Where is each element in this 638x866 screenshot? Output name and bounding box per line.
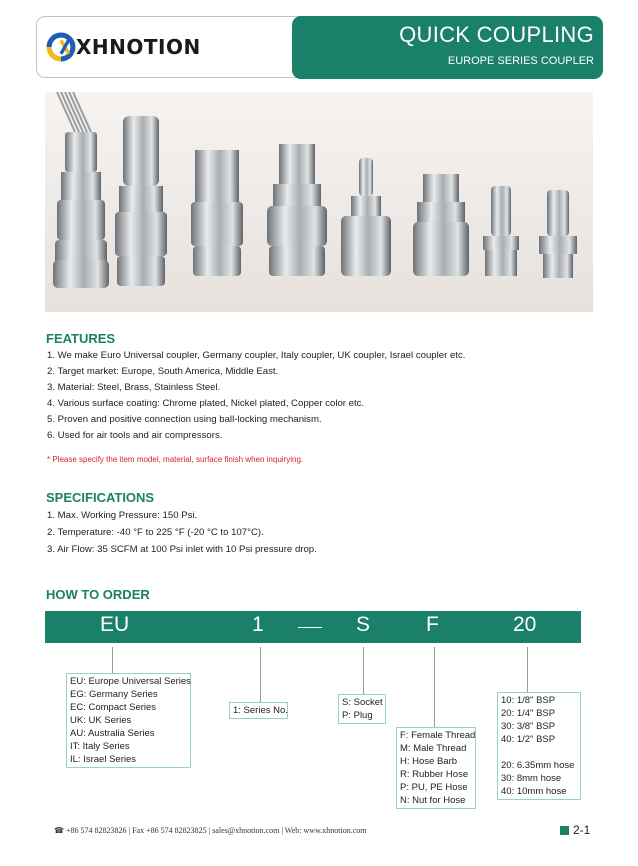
features-list — [47, 348, 465, 444]
brand-name: XHNOTION — [76, 35, 201, 59]
option-line: 40: 1/2" BSP — [501, 734, 556, 745]
order-code-dash — [298, 627, 322, 628]
feature-item: 3. Material: Steel, Brass, Stainless Steel. — [47, 382, 221, 393]
option-line: P: Plug — [342, 710, 373, 721]
feature-item: 4. Various surface coating: Chrome plated, Nickel plated, Copper color etc. — [47, 398, 365, 409]
option-line: EG: Germany Series — [70, 689, 158, 700]
connector-line — [527, 647, 528, 692]
order-code-series: EU — [100, 613, 130, 636]
type-options — [338, 694, 386, 724]
order-code-series-no: 1 — [252, 613, 264, 636]
feature-item: 1. We make Euro Universal coupler, Germany coupler, Italy coupler, UK coupler, Israel coupler etc. — [47, 350, 466, 361]
option-line: 20: 1/4" BSP — [501, 708, 556, 719]
option-line: S: Socket — [342, 697, 383, 708]
connector-line — [434, 647, 435, 727]
option-line: IL: Israel Series — [70, 754, 136, 765]
end-options — [396, 727, 476, 809]
series-no-options — [229, 702, 288, 719]
option-line: 1: Series No. — [233, 705, 288, 716]
how-to-order-heading: HOW TO ORDER — [46, 587, 150, 602]
option-line: H: Hose Barb — [400, 756, 458, 767]
phone-icon: ☎ — [54, 826, 64, 835]
page-title: QUICK COUPLING — [399, 22, 594, 47]
option-line: F: Female Thread — [400, 730, 476, 741]
spec-item: 2. Temperature: -40 °F to 225 °F (-20 °C to 107°C). — [47, 527, 264, 538]
order-code-end: F — [426, 613, 439, 636]
spec-item: 1. Max. Working Pressure: 150 Psi. — [47, 510, 198, 521]
option-line: IT: Italy Series — [70, 741, 130, 752]
size-options — [497, 692, 581, 800]
option-line: 40: 10mm hose — [501, 786, 567, 797]
contact-text: +86 574 82823826 | Fax +86 574 82823825 | sales@xhnotion.com | Web: www.xhnotion.com — [65, 826, 367, 835]
option-line: UK: UK Series — [70, 715, 132, 726]
option-line: P: PU, PE Hose — [400, 782, 468, 793]
connector-line — [363, 647, 364, 694]
features-heading: FEATURES — [46, 331, 116, 346]
option-line: R: Rubber Hose — [400, 769, 469, 780]
specifications-heading: SPECIFICATIONS — [46, 490, 155, 505]
feature-item: 2. Target market: Europe, South America, Middle East. — [47, 366, 279, 377]
inquiry-note: * Please specify the item model, material, surface finish when inquirying. — [47, 455, 304, 464]
spec-item: 3. Air Flow: 35 SCFM at 100 Psi inlet with 10 Psi pressure drop. — [47, 544, 317, 555]
footer-contact — [54, 826, 367, 835]
option-line: M: Male Thread — [400, 743, 467, 754]
order-code-size: 20 — [513, 613, 537, 636]
option-line: 30: 8mm hose — [501, 773, 562, 784]
option-line: EU: Europe Universal Series — [70, 676, 191, 687]
option-line — [501, 746, 578, 759]
product-photo — [45, 92, 593, 312]
coupler-3 — [191, 150, 243, 276]
page-number: 2-1 — [573, 823, 591, 837]
xhnotion-logo-mark — [44, 30, 78, 64]
feature-item: 6. Used for air tools and air compressors. — [47, 430, 223, 441]
series-options — [66, 673, 191, 768]
connector-line — [260, 647, 261, 702]
option-line: EC: Compact Series — [70, 702, 157, 713]
feature-item: 5. Proven and positive connection using ball-locking mechanism. — [47, 414, 322, 425]
specifications-list — [47, 507, 317, 558]
order-code-type: S — [356, 613, 371, 636]
page-subtitle: EUROPE SERIES COUPLER — [447, 55, 594, 67]
page-marker-icon — [560, 826, 569, 835]
connector-line — [112, 647, 113, 673]
option-line: 20: 6.35mm hose — [501, 760, 575, 771]
option-line: 10: 1/8" BSP — [501, 695, 556, 706]
option-line: 30: 3/8" BSP — [501, 721, 556, 732]
option-line: AU: Australia Series — [70, 728, 155, 739]
option-line: N: Nut for Hose — [400, 795, 466, 806]
